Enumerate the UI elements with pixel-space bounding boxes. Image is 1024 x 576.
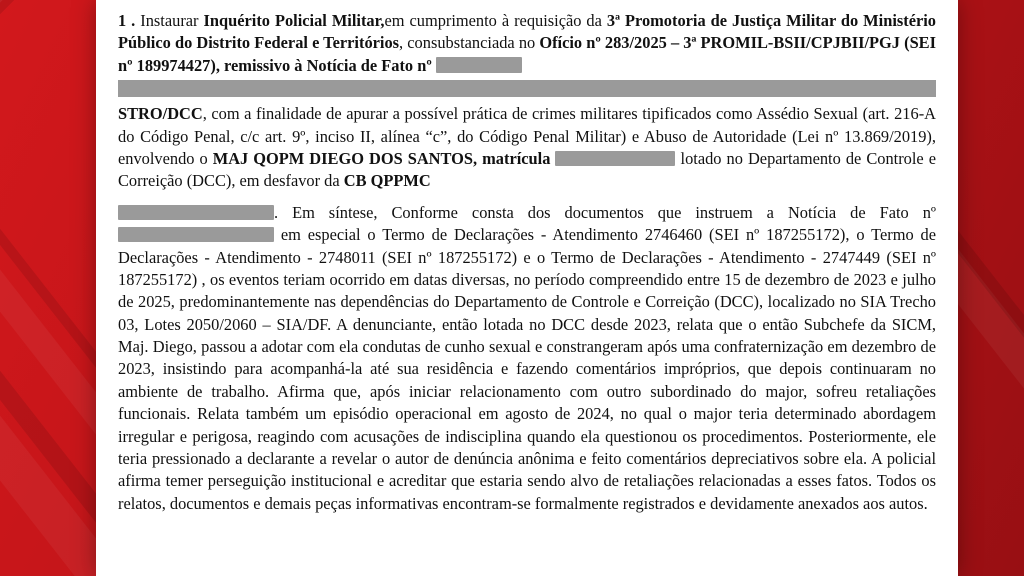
redaction-bar-full-width bbox=[118, 80, 936, 97]
p3-segment-plain-2: em especial o Termo de Declarações - Atendimento 2746460 (SEI nº 187255172), o Termo de Declarações - Atendimento - 2748011 (SEI nº 187255172) e o Termo de Declarações - Atendimento - 2747449 (SEI nº 187255172) , os eventos teriam ocorrido em datas diversas, no período compreendido entre 15 de dezembro de 2023 e julho de 2025, predominantemente nas dependências do Departamento de Controle e Correição (DCC), localizado no SIA Trecho 03, Lotes 2050/2060 – SIA/DF. A denunciante, então lotada no DCC desde 2023, relata que o então Subchefe da SICM, Maj. Diego, passou a adotar com ela condutas de cunho sexual e constrangeram após uma confraternização em dezembro de 2023, insistindo para acompanhá-la até sua residência e fazendo comentários impróprios, que depois continuaram no ambiente de trabalho. Afirma que, após iniciar relacionamento com outro subordinado do major, sofreu retaliações funcionais. Relata também um episódio operacional em agosto de 2024, no qual o major teria determinado abordagem irregular e perigosa, reagindo com acusações de indisciplina quando ela questionou os procedimentos. Posteriormente, ele teria pressionado a declarante a revelar o autor de denúncia anônima e feito comentários depreciativos sobre ela. A policial afirma temer perseguição institucional e acreditar que estaria sendo alvo de retaliações relacionadas a esses fatos. Todos os relatos, documentos e demais peças informativas encontram-se formalmente registrados e devidamente anexados aos autos. bbox=[118, 225, 936, 513]
redaction-bar bbox=[436, 57, 522, 73]
p1-segment-bold-2: 3ª Promotoria de Justiça Militar do Ministério Público do Distrito Federal e Territórios bbox=[118, 11, 937, 53]
paragraph-spacer bbox=[118, 195, 936, 202]
p1-segment-plain-1: Instaurar bbox=[140, 11, 204, 30]
redaction-bar bbox=[118, 80, 936, 97]
p1-segment-bold-3: Ofício nº 283/2025 – 3ª PROMIL-BSII/CPJBII/PGJ (SEI nº 189974427), remissivo à Notícia de Fato nº bbox=[118, 33, 936, 75]
redaction-bar bbox=[555, 151, 675, 166]
redaction-bar bbox=[118, 227, 274, 242]
paragraph-1 bbox=[118, 10, 936, 77]
document-page bbox=[96, 0, 958, 576]
p2-segment-bold-3: CB QPPMC bbox=[343, 171, 431, 191]
p2-segment-bold-1: STRO/DCC bbox=[118, 104, 203, 124]
redaction-bar bbox=[118, 205, 274, 220]
p1-segment-plain-2: em cumprimento à requisição da bbox=[384, 11, 607, 30]
paragraph-2 bbox=[118, 103, 936, 193]
p2-segment-plain-2: lotado no Departamento de Controle e Correição (DCC), em desfavor da bbox=[118, 148, 937, 191]
p2-segment-bold-2: MAJ QOPM DIEGO DOS SANTOS, matrícula bbox=[212, 148, 551, 168]
p1-segment-plain-3: , consubstanciada no bbox=[399, 33, 540, 53]
item-number: 1 . bbox=[118, 11, 136, 30]
p2-segment-plain-1: , com a finalidade de apurar a possível prática de crimes militares tipificados como Assédio Sexual (art. 216-A do Código Penal, c/c art. 9º, inciso II, alínea “c”, do Código Penal Militar) e Abuso de Autoridade (Lei nº 13.869/2019), envolvendo o bbox=[118, 104, 936, 168]
paragraph-3 bbox=[118, 202, 936, 515]
p3-segment-plain-1: . Em síntese, Conforme consta dos documentos que instruem a Notícia de Fato nº bbox=[274, 202, 936, 222]
p1-segment-bold-1: Inquérito Policial Militar, bbox=[203, 11, 385, 30]
